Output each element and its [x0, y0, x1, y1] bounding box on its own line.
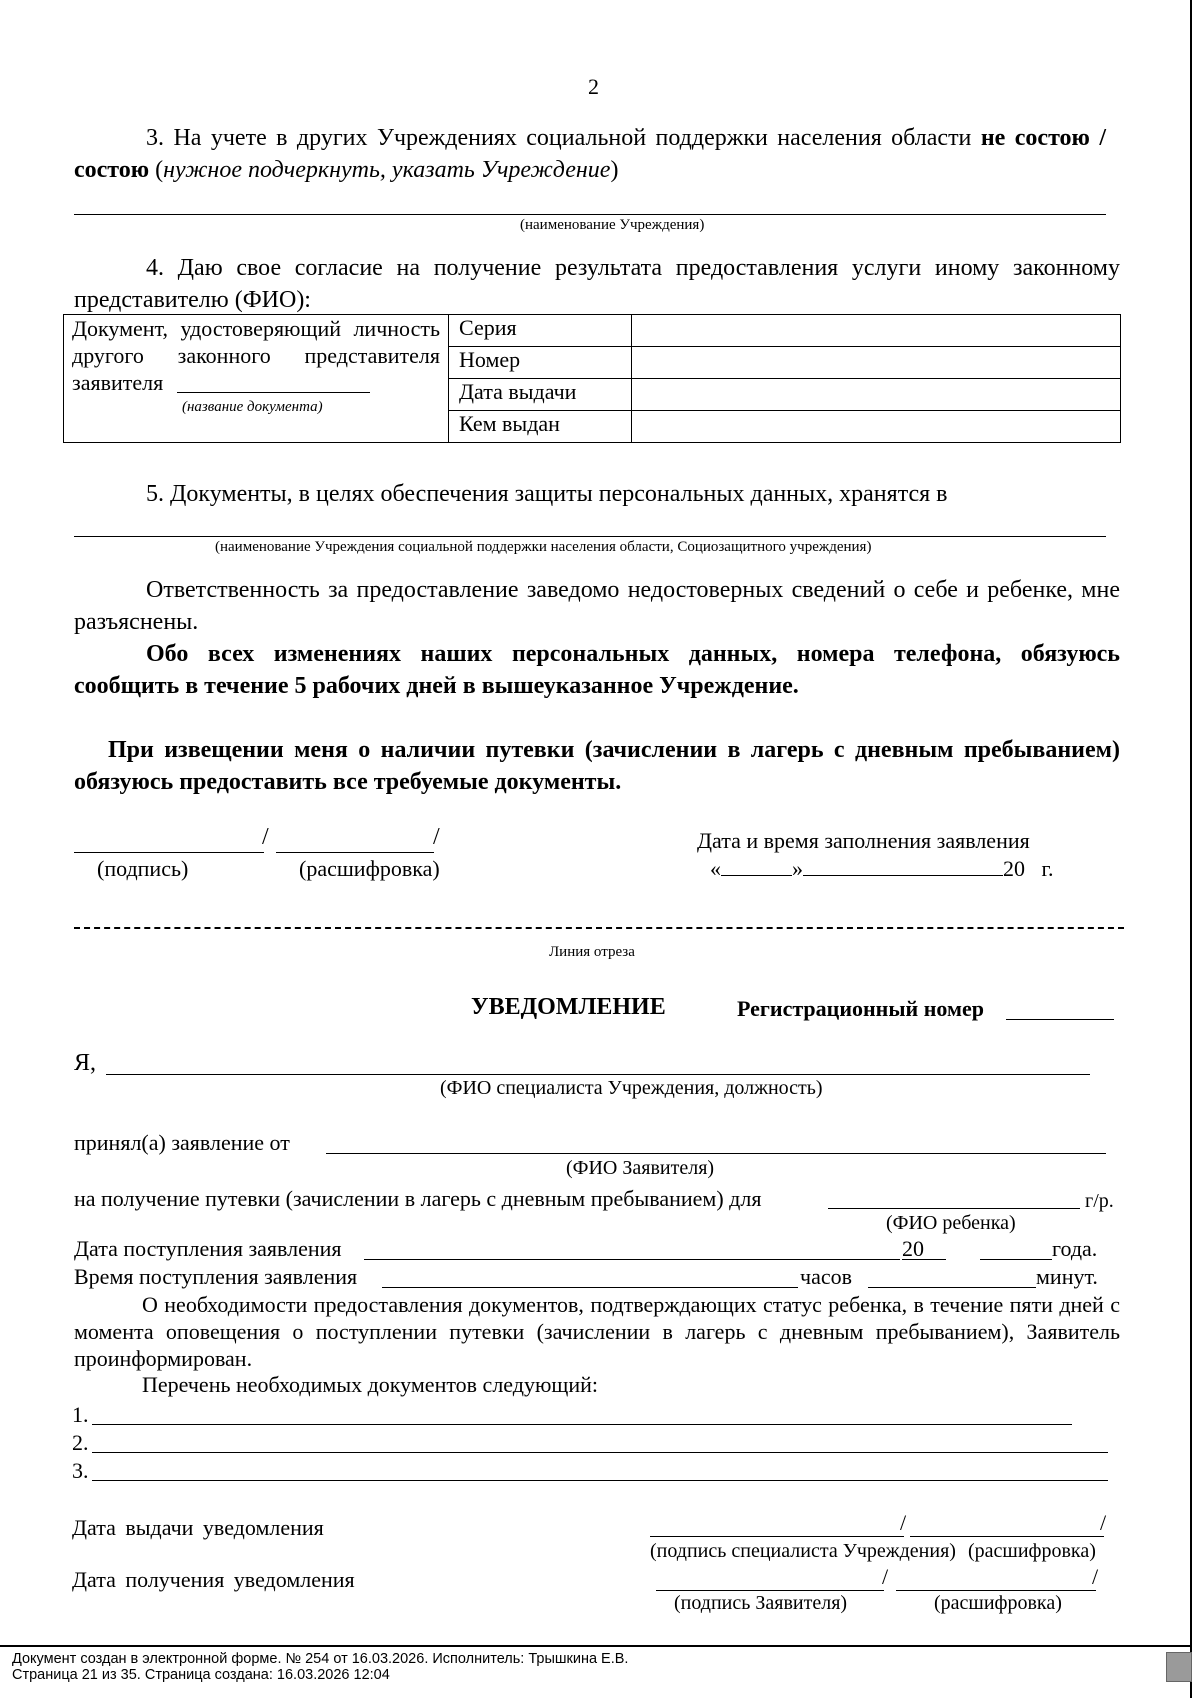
spec-decode-line[interactable] — [910, 1536, 1104, 1537]
minutes-label: минут. — [1036, 1264, 1098, 1289]
accepted-label: принял(а) заявление от — [74, 1130, 290, 1155]
item5-caption: (наименование Учреждения социальной поддержки населения области, Социозащитного учреждения) — [215, 539, 872, 555]
list-item-3: 3. — [72, 1458, 89, 1483]
notification-title: УВЕДОМЛЕНИЕ — [471, 994, 666, 1020]
date-received-label: Дата поступления заявления — [74, 1236, 342, 1261]
row-value-issued-by[interactable] — [632, 411, 1121, 443]
row-value-series[interactable] — [632, 315, 1121, 347]
item3-caption: (наименование Учреждения) — [520, 217, 705, 233]
responsibility-text: Ответственность за предоставление заведомо недостоверных сведений о себе и ребенке, мне разъяснены. — [74, 577, 1120, 635]
row-label-issue-date: Дата выдачи — [449, 379, 632, 411]
date-received-year-line-2[interactable] — [980, 1259, 1052, 1260]
footer-line-1: Документ создан в электронной форме. № 254 от 16.03.2026. Исполнитель: Трышкина Е.В. — [12, 1651, 629, 1667]
datetime-fill[interactable]: « » 20 г. — [710, 856, 1054, 881]
item3-text: 3. На учете в других Учреждениях социальной поддержки населения области не состою /состою (нужное подчеркнуть, указать Учреждение) — [74, 125, 1107, 183]
voucher-line-label: на получение путевки (зачислении в лагерь с дневным пребыванием) для — [74, 1186, 762, 1211]
applicant-sign-slash-2: / — [1092, 1564, 1099, 1589]
applicant-sign-line[interactable] — [656, 1590, 884, 1591]
applicant-caption: (ФИО Заявителя) — [566, 1157, 715, 1179]
representative-document-table — [63, 314, 1121, 443]
decode-label: (расшифровка) — [299, 856, 440, 881]
list-item-2: 2. — [72, 1430, 89, 1455]
applicant-sign-caption: (подпись Заявителя) — [674, 1592, 848, 1614]
sign-slash-2: / — [433, 824, 440, 850]
datetime-label: Дата и время заполнения заявления — [697, 828, 1030, 853]
hours-line[interactable] — [382, 1287, 798, 1288]
item5-text: 5. Документы, в целях обеспечения защиты персональных данных, хранятся в — [146, 481, 948, 507]
sign-slash-1: / — [262, 824, 269, 850]
registration-number-label: Регистрационный номер — [737, 996, 984, 1021]
spec-sign-caption: (подпись специалиста Учреждения) — [650, 1540, 956, 1562]
page-edge — [1190, 0, 1192, 1698]
row-value-issue-date[interactable] — [632, 379, 1121, 411]
applicant-line[interactable] — [326, 1153, 1106, 1154]
applicant-sign-slash-1: / — [882, 1564, 889, 1589]
docs-info-text: О необходимости предоставления документов, подтверждающих статус ребенка, в течение пяти дней с момента оповещения о поступлении путевки (зачислении в лагерь с дневным пребыванием), Заявитель проинформирован. — [74, 1292, 1120, 1371]
receive-date-label: Дата получения уведомления — [72, 1567, 355, 1592]
item5-institution-line[interactable] — [74, 536, 1106, 537]
child-caption: (ФИО ребенка) — [886, 1212, 1016, 1234]
decode-line[interactable] — [276, 852, 434, 853]
row-label-issued-by: Кем выдан — [449, 411, 632, 443]
item3-institution-line[interactable] — [74, 214, 1106, 215]
doc-label: Документ, удостоверяющий личность другого законного представителя заявителя — [72, 316, 440, 395]
cut-line-label: Линия отреза — [549, 944, 635, 960]
date-received-year: 20 — [902, 1236, 924, 1261]
spec-sign-slash-1: / — [900, 1510, 907, 1535]
time-received-label: Время поступления заявления — [74, 1264, 358, 1289]
list-item-1: 1. — [72, 1402, 89, 1427]
sign-label: (подпись) — [97, 856, 189, 881]
minutes-line[interactable] — [868, 1287, 1036, 1288]
date-received-year-line[interactable] — [902, 1259, 946, 1260]
applicant-decode-caption: (расшифровка) — [934, 1592, 1062, 1614]
specialist-line[interactable] — [106, 1074, 1090, 1075]
list-item-2-line[interactable] — [92, 1452, 1108, 1453]
doc-name-line[interactable] — [177, 392, 370, 393]
list-item-1-line[interactable] — [92, 1424, 1072, 1425]
document-footer — [0, 1645, 1192, 1683]
page-number: 2 — [588, 74, 599, 99]
date-received-line[interactable] — [364, 1259, 900, 1260]
row-value-number[interactable] — [632, 347, 1121, 379]
spec-sign-line[interactable] — [650, 1536, 904, 1537]
year-word: года. — [1052, 1236, 1098, 1261]
birth-year-abbrev: г/р. — [1085, 1190, 1114, 1212]
cut-line — [74, 927, 1124, 929]
doc-label-cell — [64, 315, 449, 443]
list-item-3-line[interactable] — [92, 1480, 1108, 1481]
doc-name-caption: (название документа) — [182, 399, 323, 415]
issue-date-label: Дата выдачи уведомления — [72, 1515, 324, 1540]
list-title: Перечень необходимых документов следующий: — [142, 1372, 598, 1397]
specialist-caption: (ФИО специалиста Учреждения, должность) — [440, 1077, 823, 1099]
sign-line[interactable] — [74, 852, 264, 853]
i-label: Я, — [74, 1050, 97, 1076]
footer-line-2: Страница 21 из 35. Страница создана: 16.03.2026 12:04 — [12, 1667, 390, 1683]
applicant-decode-line[interactable] — [896, 1590, 1096, 1591]
row-label-series: Серия — [449, 315, 632, 347]
page-corner-icon — [1166, 1652, 1192, 1682]
row-label-number: Номер — [449, 347, 632, 379]
registration-number-line[interactable] — [1006, 1019, 1114, 1020]
voucher-notice-text: При извещении меня о наличии путевки (зачислении в лагерь с дневным пребыванием) обязуюсь предоставить все требуемые документы. — [74, 737, 1120, 795]
notify-changes-text: Обо всех изменениях наших персональных данных, номера телефона, обязуюсь сообщить в течение 5 рабочих дней в вышеуказанное Учреждение. — [74, 641, 1120, 699]
item4-text: 4. Даю свое согласие на получение результата предоставления услуги иному законному представителю (ФИО): — [74, 255, 1120, 313]
child-line[interactable] — [828, 1208, 1080, 1209]
spec-decode-caption: (расшифровка) — [968, 1540, 1096, 1562]
hours-label: часов — [800, 1264, 852, 1289]
spec-sign-slash-2: / — [1100, 1510, 1107, 1535]
